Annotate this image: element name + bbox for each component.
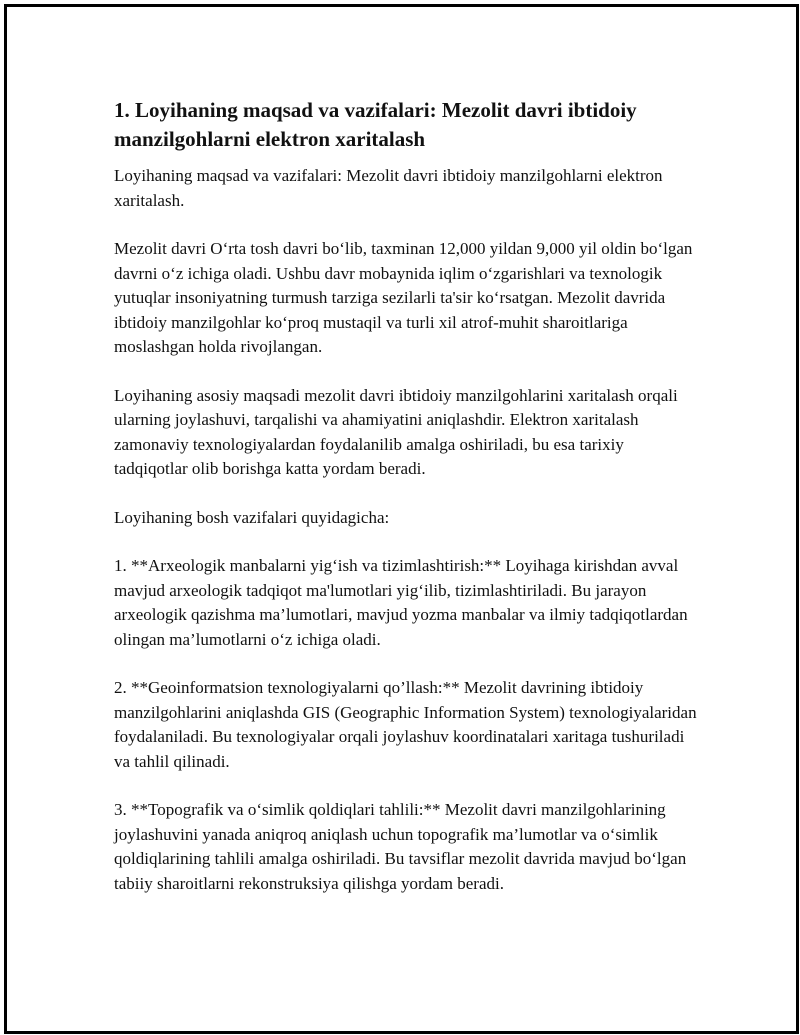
document-title: 1. Loyihaning maqsad va vazifalari: Mezolit davri ibtidoiy manzilgohlarni elektron xaritalash: [114, 98, 637, 151]
paragraph-task-1: 1. **Arxeologik manbalarni yig‘ish va tizimlashtirish:** Loyihaga kirishdan avval mavjud arxeologik tadqiqot ma'lumotlari yig‘ilib, tizimlashtiriladi. Bu jarayon arxeologik qazishma ma’lumotlari, mavjud yozma manbalar va ilmiy tadqiqotlardan olingan ma’lumotlarni o‘z ichiga oladi.: [114, 556, 688, 649]
paragraph-tasks-heading: Loyihaning bosh vazifalari quyidagicha:: [114, 507, 390, 527]
paragraph-main-goal: Loyihaning asosiy maqsadi mezolit davri ibtidoiy manzilgohlarini xaritalash orqali ularning joylashuvi, tarqalishi va ahamiyatini aniqlashdir. Elektron xaritalash zamonaviy texnologiyalardan foydalanilib amalga oshiriladi, bu esa tarixiy tadqiqotlar olib borishga katta yordam beradi.: [114, 385, 678, 478]
document-body: [114, 96, 699, 920]
paragraph-task-2: 2. **Geoinformatsion texnologiyalarni qo’llash:** Mezolit davrining ibtidoiy manzilgohlarini aniqlashda GIS (Geographic Information System) texnologiyalaridan foydalaniladi. Bu texnologiyalar orqali joylashuv koordinatalari xaritaga tushuriladi va tahlil qilinadi.: [114, 678, 697, 771]
paragraph-intro: Loyihaning maqsad va vazifalari: Mezolit davri ibtidoiy manzilgohlarni elektron xaritalash.: [114, 166, 663, 210]
paragraph-task-3: 3. **Topografik va o‘simlik qoldiqlari tahlili:** Mezolit davri manzilgohlarining joylashuvini yanada aniqroq aniqlash uchun topografik ma’lumotlar va o‘simlik qoldiqlarining tahlili amalga oshiriladi. Bu tavsiflar mezolit davrida mavjud bo‘lgan tabiiy sharoitlarni rekonstruksiya qilishga yordam beradi.: [114, 800, 687, 893]
paragraph-mesolithic-period: Mezolit davri O‘rta tosh davri bo‘lib, taxminan 12,000 yildan 9,000 yil oldin bo‘lgan davrni o‘z ichiga oladi. Ushbu davr mobaynida iqlim o‘zgarishlari va texnologik yutuqlar insoniyatning turmush tarziga sezilarli ta'sir ko‘rsatgan. Mezolit davrida ibtidoiy manzilgohlar ko‘proq mustaqil va turli xil atrof-muhit sharoitlariga moslashgan holda rivojlangan.: [114, 239, 693, 356]
